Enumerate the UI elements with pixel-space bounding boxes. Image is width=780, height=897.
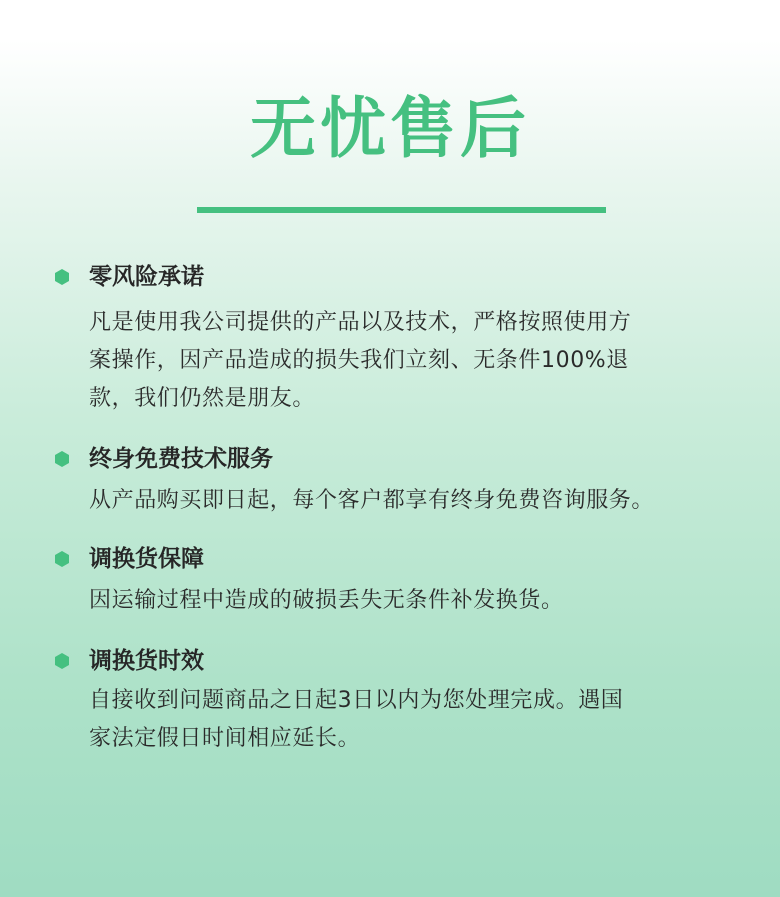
body-line: 家法定假日时间相应延长。 (89, 726, 361, 751)
section-heading: 零风险承诺 (89, 264, 204, 290)
hexagon-bullet-icon (54, 551, 70, 567)
title-underline (197, 207, 606, 213)
body-line: 凡是使用我公司提供的产品以及技术，严格按照使用方 (89, 310, 632, 335)
section-body (89, 482, 729, 520)
section-heading: 调换货时效 (89, 648, 204, 674)
hexagon-bullet-icon (54, 653, 70, 669)
section-heading: 调换货保障 (89, 546, 204, 572)
section-heading: 终身免费技术服务 (89, 446, 273, 472)
body-line: 从产品购买即日起，每个客户都享有终身免费咨询服务。 (89, 488, 655, 513)
body-line: 因运输过程中造成的破损丢失无条件补发换货。 (89, 588, 564, 613)
body-line: 案操作，因产品造成的损失我们立刻、无条件100%退 (89, 348, 629, 373)
hexagon-bullet-icon (54, 269, 70, 285)
section-body (89, 304, 729, 418)
body-line: 款，我们仍然是朋友。 (89, 386, 316, 411)
section-body (89, 682, 729, 758)
page-title: 无忧售后 (250, 90, 530, 167)
section-body (89, 582, 729, 620)
hexagon-bullet-icon (54, 451, 70, 467)
body-line: 自接收到问题商品之日起3日以内为您处理完成。遇国 (89, 688, 624, 713)
